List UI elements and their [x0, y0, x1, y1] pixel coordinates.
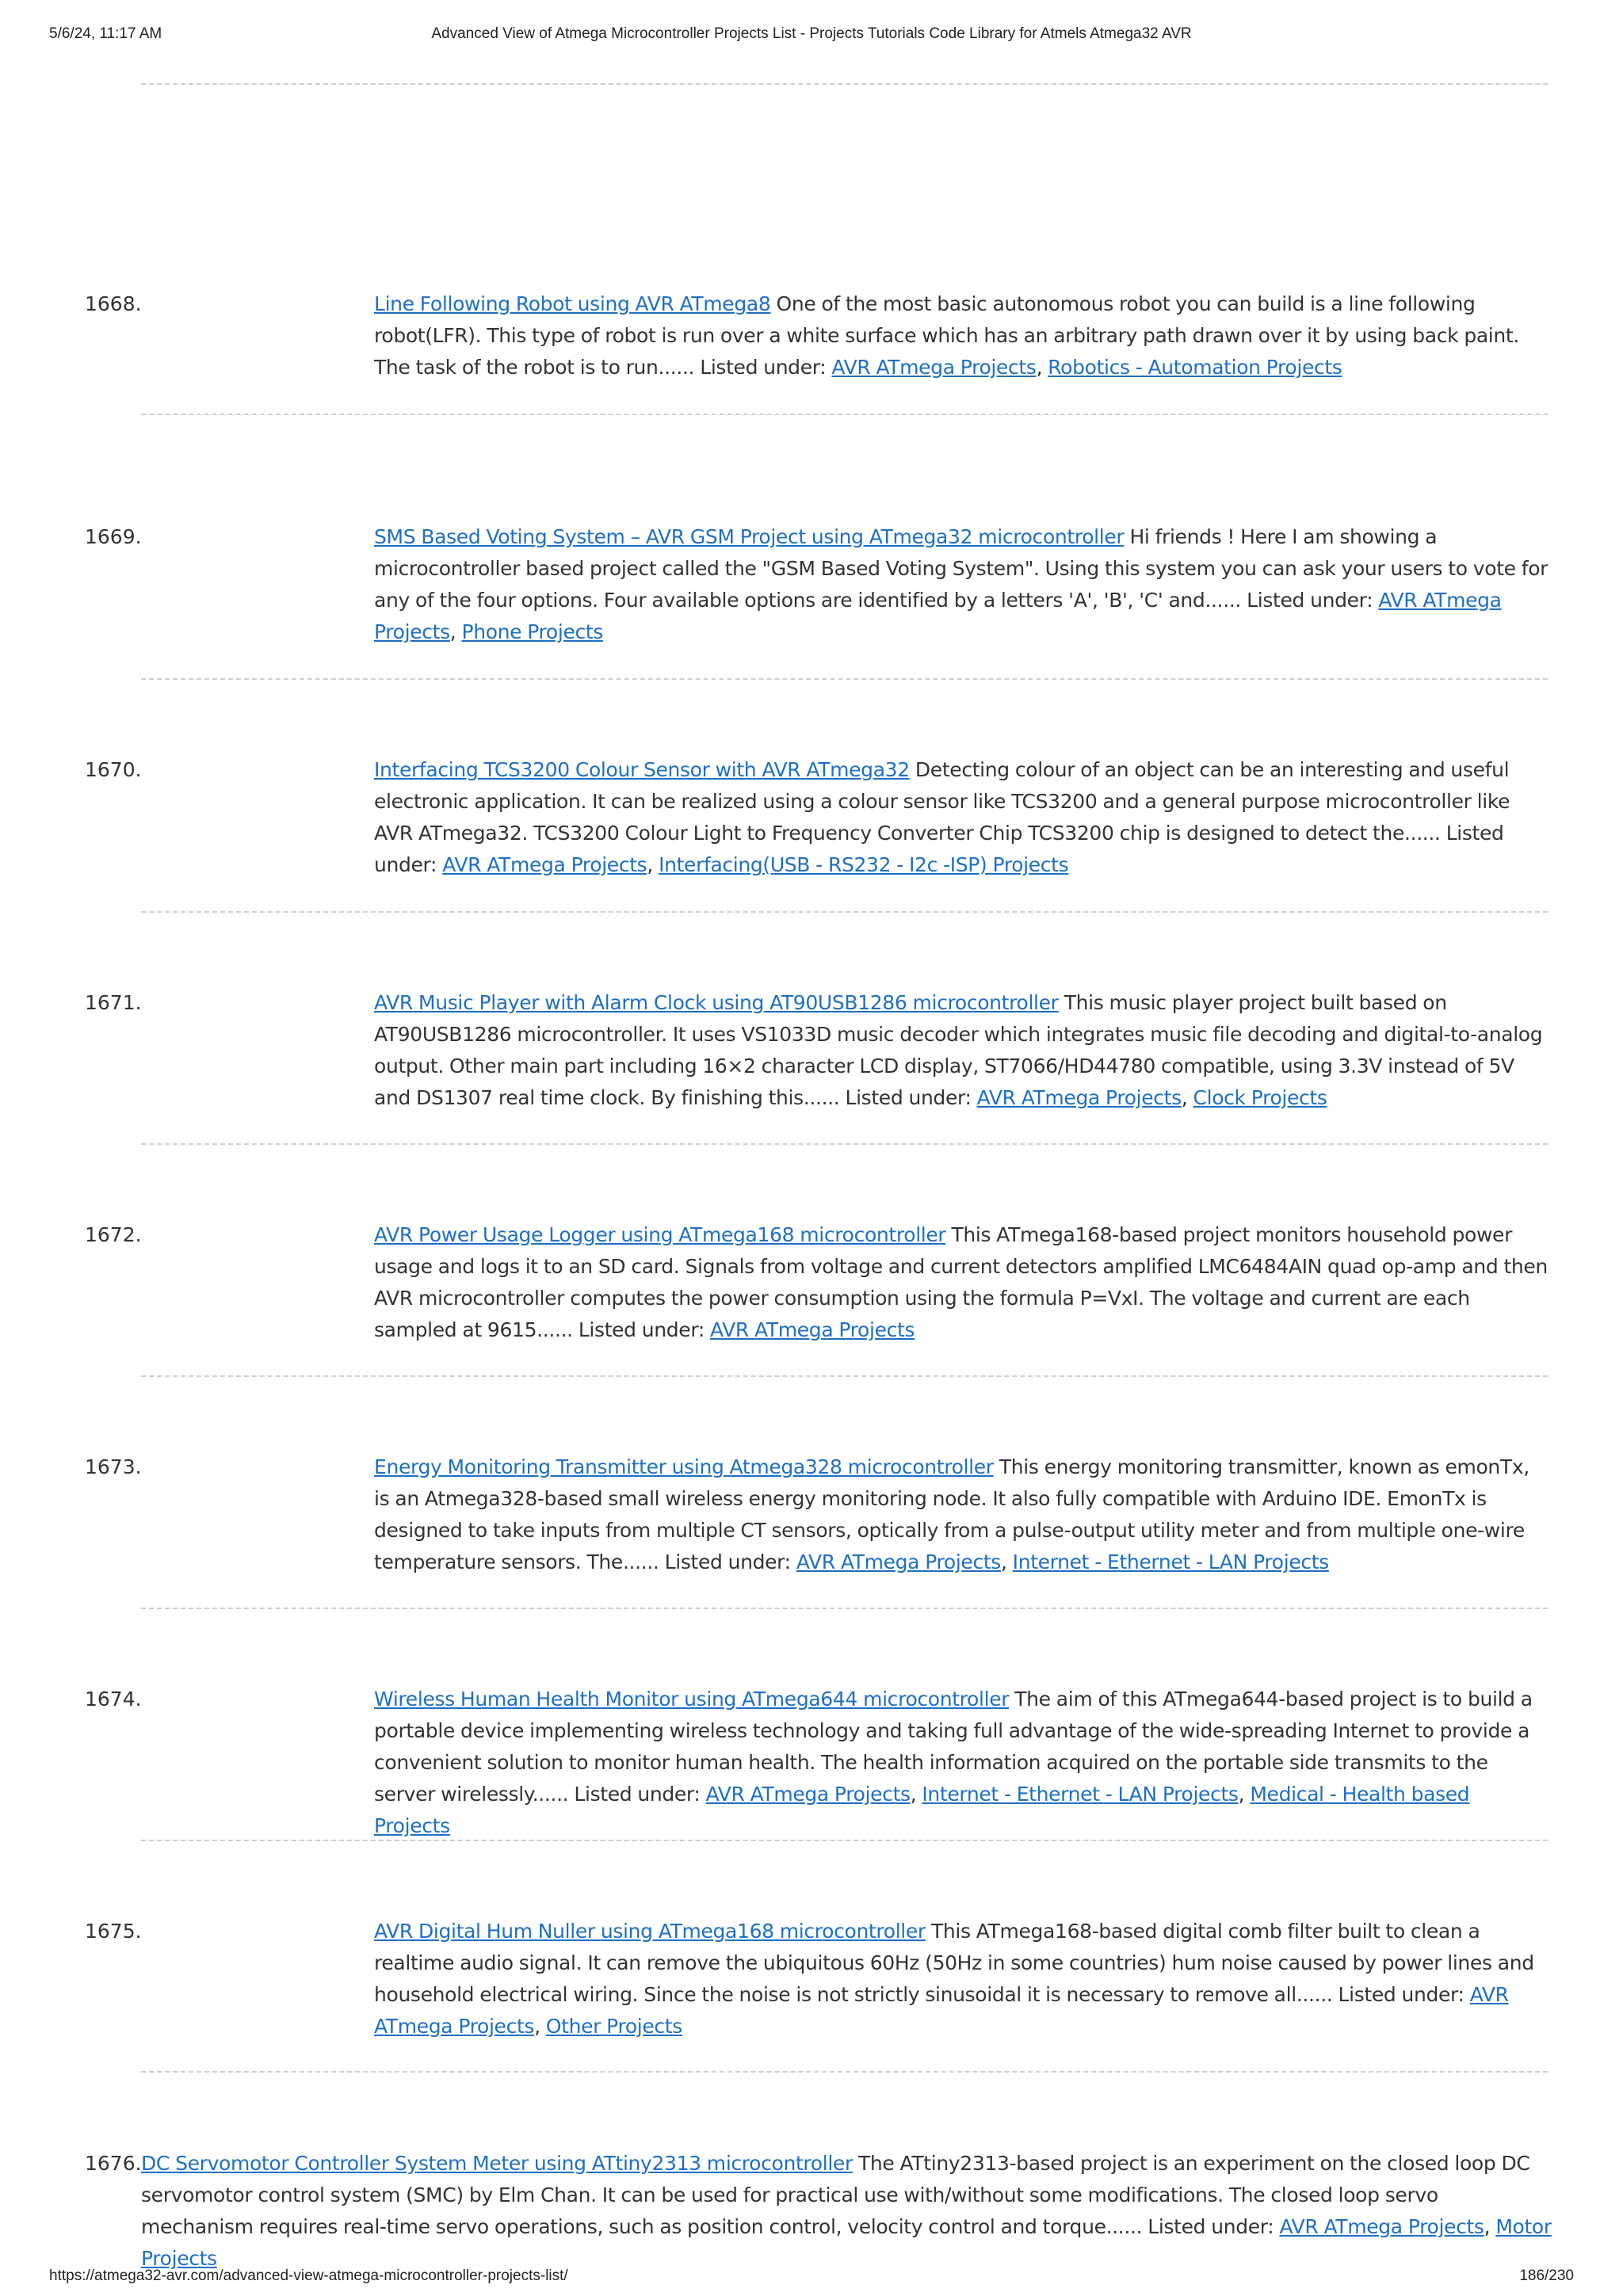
print-header: [49, 25, 1574, 44]
item-body: [374, 1219, 1549, 1346]
listed-under-label: Listed under:: [1148, 2215, 1274, 2238]
project-title-link[interactable]: Wireless Human Health Monitor using ATmega644 microcontroller: [374, 1688, 1010, 1711]
category-link[interactable]: AVR ATmega Projects: [796, 1550, 1001, 1573]
category-link[interactable]: Other Projects: [545, 2015, 682, 2038]
project-title-link[interactable]: Interfacing TCS3200 Colour Sensor with AVR ATmega32: [374, 758, 910, 781]
item-number: 1676.: [85, 2152, 142, 2175]
listed-under-label: Listed under:: [1338, 1983, 1465, 2006]
divider: [141, 1840, 1548, 1841]
project-title-link[interactable]: AVR Digital Hum Nuller using ATmega168 microcontroller: [374, 1920, 926, 1943]
divider: [141, 2071, 1548, 2073]
project-title-link[interactable]: DC Servomotor Controller System Meter using ATtiny2313 microcontroller: [141, 2152, 853, 2175]
project-description: Detecting colour of an object can be an interesting and useful electronic application. It can be realized using a colour sensor like TCS3200 and a general purpose microcontroller like AVR ATmega32. TCS3200 Colour Light to Frequency Converter Chip TCS3200 chip is designed to detect the......: [374, 758, 1510, 845]
category-link[interactable]: AVR ATmega Projects: [442, 853, 647, 876]
item-body: SMS Based Voting System – AVR GSM Project using ATmega32 microcontroller Hi friends ! Here I am showing a microcontroller based project called the "GSM Based Voting System". Using this system you can ask your users to vote for any of the four options. Four available options are identified by a letters 'A', 'B', 'C' and...... Listed under: AVR ATmega Projects, Phone Projects: [374, 525, 1549, 643]
project-description: Hi friends ! Here I am showing a microcontroller based project called the "GSM Based Voting System". Using this system you can ask your users to vote for any of the four options. Four available options are identified by a letters 'A', 'B', 'C' and......: [374, 525, 1549, 612]
print-footer: [49, 2267, 1574, 2286]
category-link[interactable]: AVR ATmega Projects: [705, 1783, 911, 1806]
item-number: 1673.: [85, 1455, 142, 1478]
print-date: 5/6/24, 11:17 AM: [49, 25, 162, 42]
project-title-link[interactable]: AVR Power Usage Logger using ATmega168 microcontroller: [374, 1223, 946, 1246]
item-number: 1672.: [85, 1223, 142, 1246]
divider: [141, 83, 1548, 85]
project-description: This energy monitoring transmitter, known as emonTx, is an Atmega328-based small wireless energy monitoring node. It also fully compatible with Arduino IDE. EmonTx is designed to take inputs from multiple CT sensors, optically from a pulse-output utility meter and from multiple one-wire temperature sensors. The......: [374, 1455, 1529, 1573]
category-link[interactable]: Robotics - Automation Projects: [1048, 356, 1342, 379]
item-body: Energy Monitoring Transmitter using Atmega328 microcontroller This energy monitoring transmitter, known as emonTx, is an Atmega328-based small wireless energy monitoring node. It also fully compatible with Arduino IDE. EmonTx is designed to take inputs from multiple CT sensors, optically from a pulse-output utility meter and from multiple one-wire temperature sensors. The...... Listed under: AVR ATmega Projects, Internet - Ethernet - LAN Projects: [374, 1455, 1529, 1573]
category-link[interactable]: Phone Projects: [461, 620, 604, 643]
listed-under-label: Listed under:: [1247, 589, 1373, 612]
project-description: The ATtiny2313-based project is an experiment on the closed loop DC servomotor control system (SMC) by Elm Chan. It can be used for practical use with/without some modifications. The closed loop servo mechanism requires real-time servo operations, such as position control, velocity control and torque......: [141, 2152, 1530, 2238]
category-link[interactable]: Interfacing(USB - RS232 - I2c -ISP) Projects: [659, 853, 1069, 876]
project-description: This ATmega168-based digital comb filter built to clean a realtime audio signal. It can remove the ubiquitous 60Hz (50Hz in some countries) hum noise caused by power lines and household electrical wiring. Since the noise is not strictly sinusoidal it is necessary to remove all......: [374, 1920, 1534, 2006]
category-link[interactable]: AVR ATmega Projects: [374, 589, 1502, 643]
category-link[interactable]: AVR ATmega Projects: [710, 1318, 915, 1341]
item-body: Line Following Robot using AVR ATmega8 One of the most basic autonomous robot you can build is a line following robot(LFR). This type of robot is run over a white surface which has an arbitrary path drawn over it by using back paint. The task of the robot is to run...... Listed under: AVR ATmega Projects, Robotics - Automation Projects: [374, 292, 1519, 379]
category-link[interactable]: Motor Projects: [141, 2215, 1552, 2270]
listed-under-label: Listed under:: [374, 822, 1504, 876]
print-url: https://atmega32-avr.com/advanced-view-atmega-microcontroller-projects-list/: [49, 2267, 568, 2284]
divider: [141, 1143, 1548, 1145]
item-body: AVR Music Player with Alarm Clock using AT90USB1286 microcontroller This music player project built based on AT90USB1286 microcontroller. It uses VS1033D music decoder which integrates music file decoding and digital-to-analog output. Other main part including 16×2 character LCD display, ST7066/HD44780 compatible, using 3.3V instead of 5V and DS1307 real time clock. By finishing this...... Listed under: AVR ATmega Projects, Clock Projects: [374, 991, 1543, 1109]
listed-under-label: Listed under:: [700, 356, 827, 379]
item-body: DC Servomotor Controller System Meter using ATtiny2313 microcontroller The ATtiny2313-based project is an experiment on the closed loop DC servomotor control system (SMC) by Elm Chan. It can be used for practical use with/without some modifications. The closed loop servo mechanism requires real-time servo operations, such as position control, velocity control and torque...... Listed under: AVR ATmega Projects, Motor Projects: [141, 2152, 1552, 2270]
category-link[interactable]: Internet - Ethernet - LAN Projects: [1012, 1550, 1329, 1573]
category-link[interactable]: Clock Projects: [1193, 1086, 1327, 1109]
item-body: AVR Digital Hum Nuller using ATmega168 microcontroller This ATmega168-based digital comb filter built to clean a realtime audio signal. It can remove the ubiquitous 60Hz (50Hz in some countries) hum noise caused by power lines and household electrical wiring. Since the noise is not strictly sinusoidal it is necessary to remove all...... Listed under: AVR ATmega Projects, Other Projects: [374, 1920, 1534, 2038]
listed-under-label: Listed under:: [574, 1783, 701, 1806]
category-link[interactable]: AVR ATmega Projects: [374, 1983, 1509, 2038]
project-title-link[interactable]: SMS Based Voting System – AVR GSM Project using ATmega32 microcontroller: [374, 525, 1125, 548]
project-description: This ATmega168-based project monitors household power usage and logs it to an SD card. Signals from voltage and current detectors amplified LMC6484AIN quad op-amp and then AVR microcontroller computes the power consumption using the formula P=VxI. The voltage and current are each sampled at 9615......: [374, 1223, 1548, 1341]
item-number: 1671.: [85, 991, 142, 1014]
category-link[interactable]: AVR ATmega Projects: [1279, 2215, 1484, 2238]
project-title-link[interactable]: AVR Music Player with Alarm Clock using AT90USB1286 microcontroller: [374, 991, 1059, 1014]
listed-under-label: Listed under:: [664, 1550, 791, 1573]
category-link[interactable]: Internet - Ethernet - LAN Projects: [922, 1783, 1239, 1806]
item-body: Interfacing TCS3200 Colour Sensor with AVR ATmega32 Detecting colour of an object can be an interesting and useful electronic application. It can be realized using a colour sensor like TCS3200 and a general purpose microcontroller like AVR ATmega32. TCS3200 Colour Light to Frequency Converter Chip TCS3200 chip is designed to detect the...... Listed under: AVR ATmega Projects, Interfacing(USB - RS232 - I2c -ISP) Projects: [374, 758, 1510, 876]
item-body: Wireless Human Health Monitor using ATmega644 microcontroller The aim of this ATmega644-based project is to build a portable device implementing wireless technology and taking full advantage of the wide-spreading Internet to provide a convenient solution to monitor human health. The health information acquired on the portable side transmits to the server wirelessly...... Listed under: AVR ATmega Projects, Internet - Ethernet - LAN Projects, Medical - Health based Projects: [374, 1688, 1533, 1837]
divider: [141, 1375, 1548, 1377]
item-number: 1669.: [85, 525, 142, 548]
listed-under-label: Listed under:: [845, 1086, 972, 1109]
item-number: 1670.: [85, 758, 142, 781]
print-title: Advanced View of Atmega Microcontroller Projects List - Projects Tutorials Code Library for Atmels Atmega32 AVR: [431, 25, 1192, 42]
item-number: 1668.: [85, 292, 142, 315]
item-number: 1674.: [85, 1688, 142, 1711]
project-title-link[interactable]: Line Following Robot using AVR ATmega8: [374, 292, 771, 315]
category-link[interactable]: AVR ATmega Projects: [831, 356, 1037, 379]
project-title-link[interactable]: Energy Monitoring Transmitter using Atmega328 microcontroller: [374, 1455, 994, 1478]
divider: [141, 1608, 1548, 1609]
divider: [141, 678, 1548, 680]
item-number: 1675.: [85, 1920, 142, 1943]
project-description: One of the most basic autonomous robot you can build is a line following robot(LFR). This type of robot is run over a white surface which has an arbitrary path drawn over it by using back paint. The task of the robot is to run......: [374, 292, 1519, 379]
divider: [141, 414, 1548, 415]
category-link[interactable]: Medical - Health based Projects: [374, 1783, 1470, 1837]
project-description: This music player project built based on AT90USB1286 microcontroller. It uses VS1033D music decoder which integrates music file decoding and digital-to-analog output. Other main part including 16×2 character LCD display, ST7066/HD44780 compatible, using 3.3V instead of 5V and DS1307 real time clock. By finishing this......: [374, 991, 1543, 1109]
project-description: The aim of this ATmega644-based project is to build a portable device implementing wireless technology and taking full advantage of the wide-spreading Internet to provide a convenient solution to monitor human health. The health information acquired on the portable side transmits to the server wirelessly......: [374, 1688, 1533, 1806]
page-number: 186/230: [1519, 2267, 1574, 2284]
listed-under-label: Listed under:: [578, 1318, 705, 1341]
category-link[interactable]: AVR ATmega Projects: [976, 1086, 1182, 1109]
divider: [141, 911, 1548, 913]
